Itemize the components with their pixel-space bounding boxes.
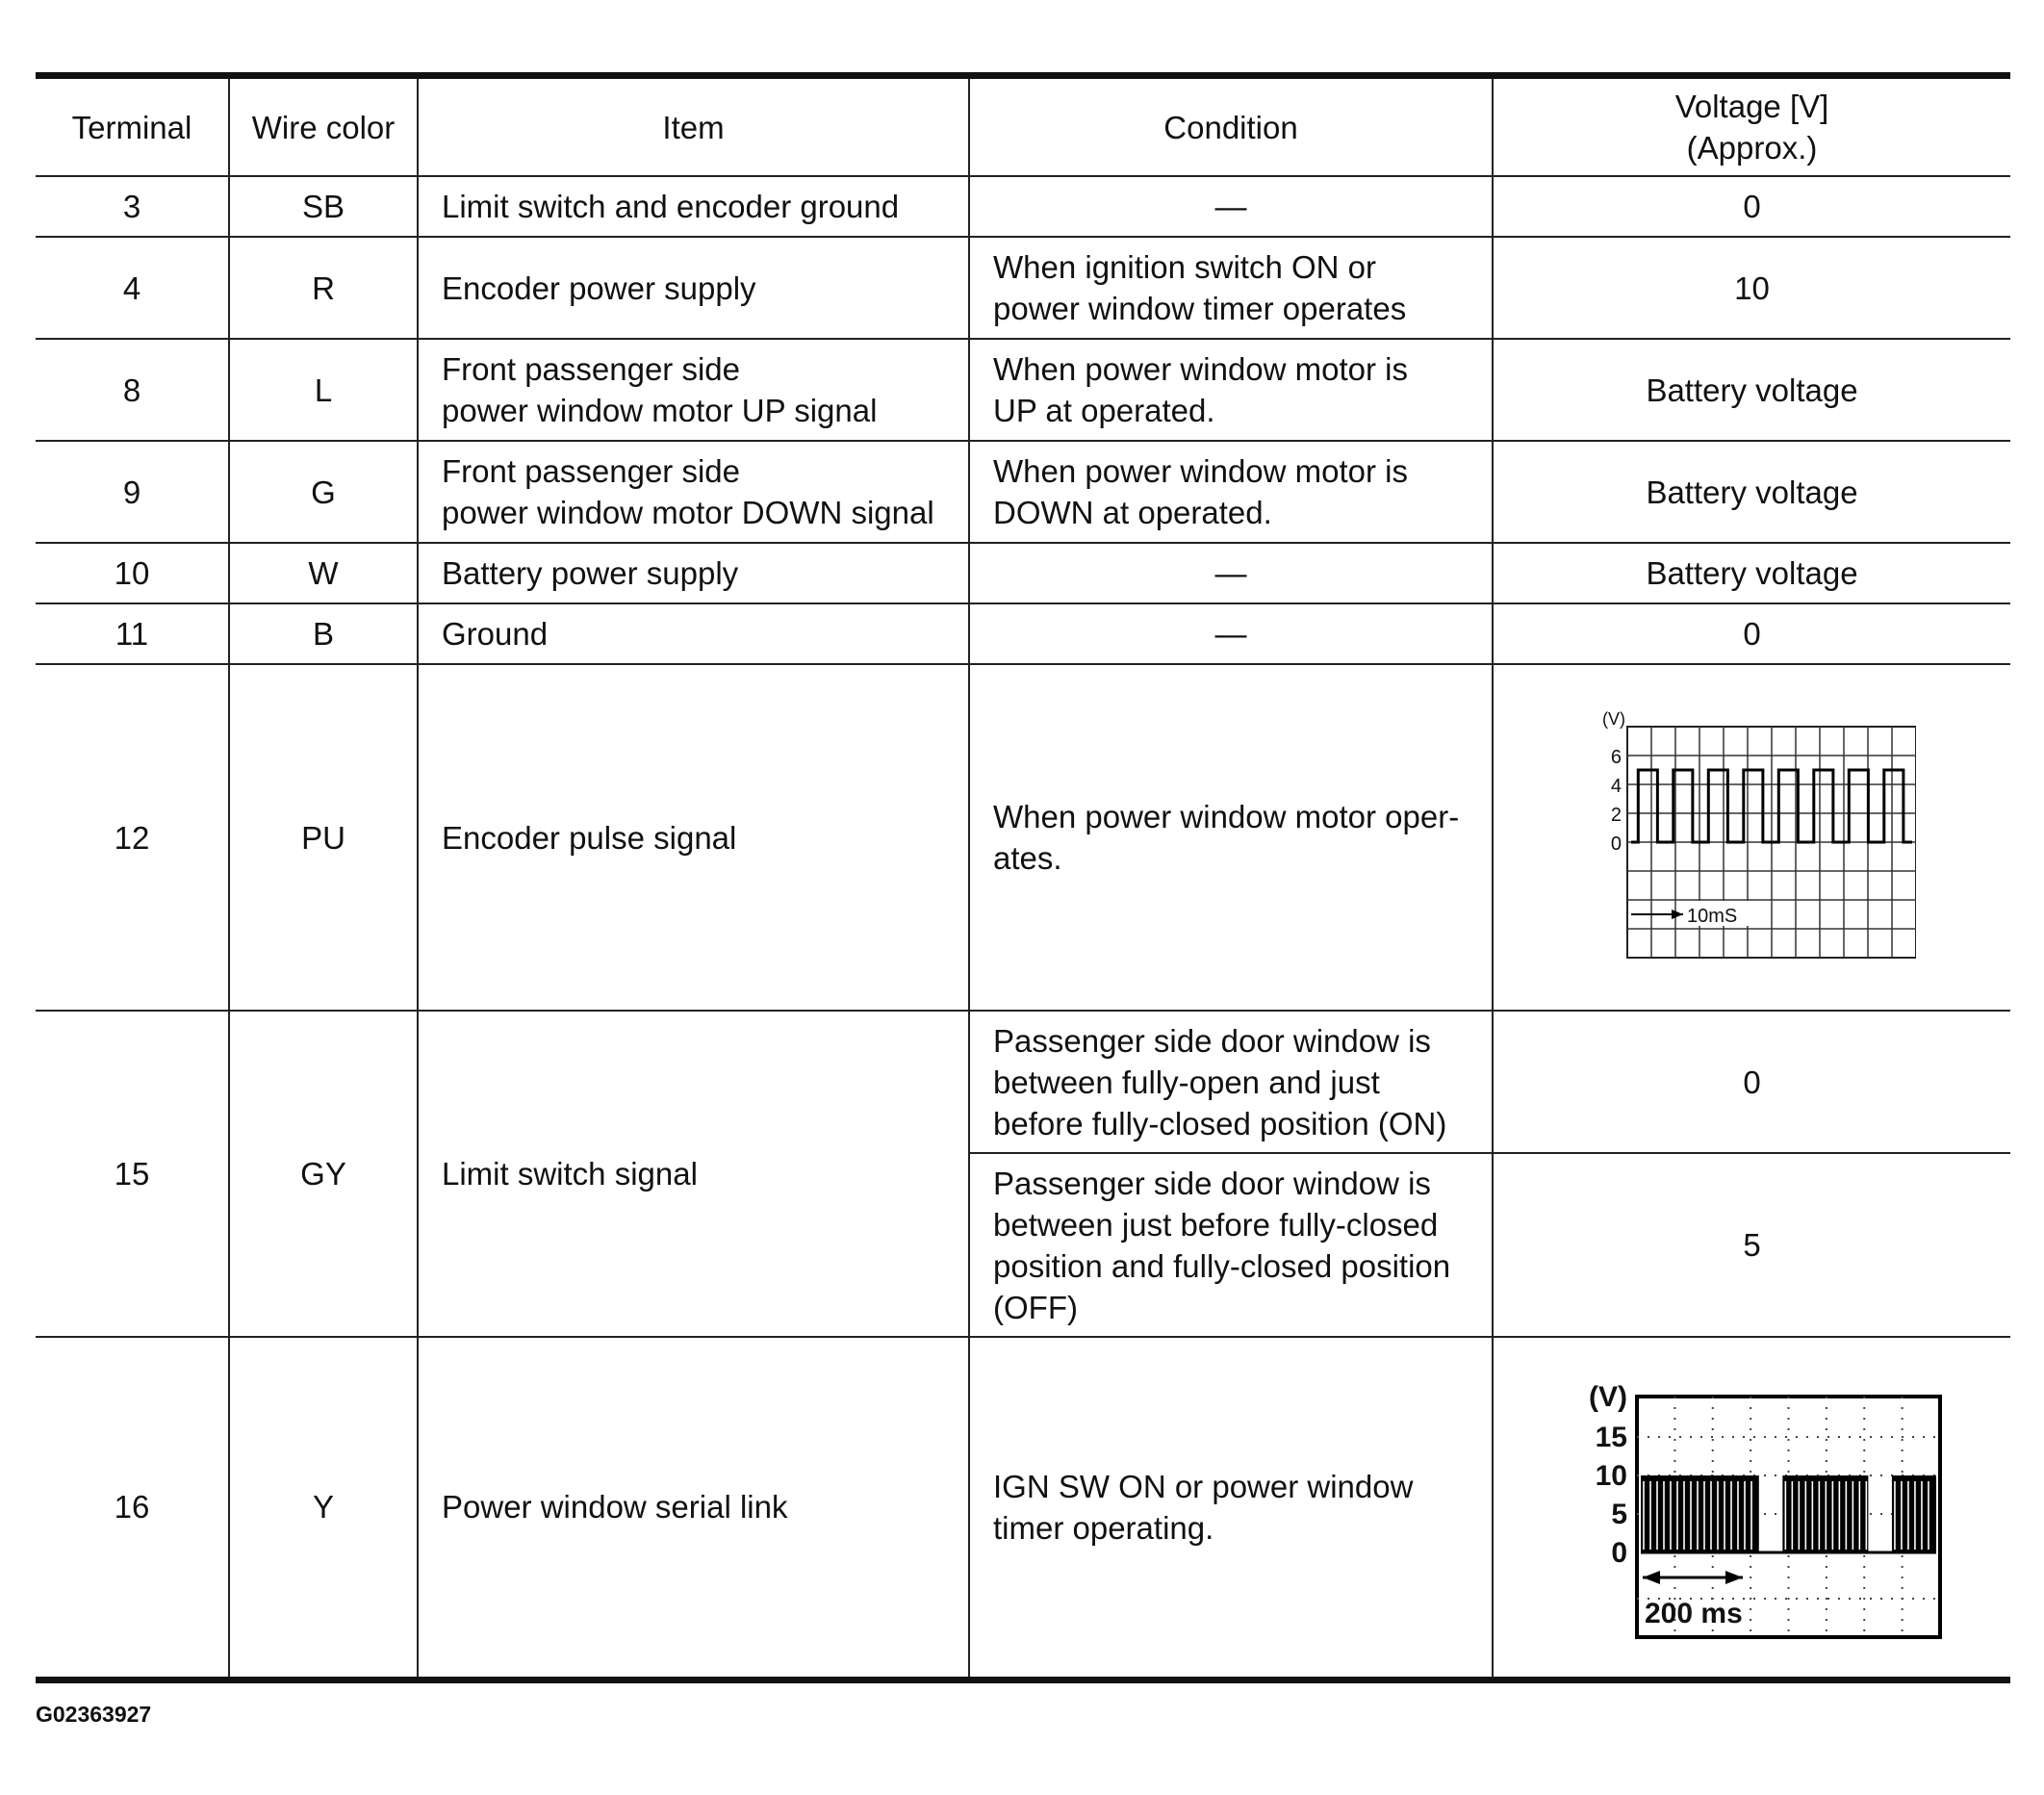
header-voltage: Voltage [V] (Approx.)	[1493, 76, 2010, 177]
cell-voltage: Battery voltage	[1493, 441, 2010, 543]
cell-terminal: 4	[36, 237, 229, 339]
serial-burst	[1641, 1475, 1759, 1552]
cell-item: Front passenger side power window motor UP signal	[418, 339, 969, 441]
cell-wire-color: R	[229, 237, 418, 339]
y-tick-label: 10	[1595, 1459, 1627, 1492]
cell-item: Ground	[418, 603, 969, 664]
cell-condition: —	[969, 543, 1493, 603]
cell-voltage: 10	[1493, 237, 2010, 339]
cell-condition: —	[969, 603, 1493, 664]
header-condition: Condition	[969, 76, 1493, 177]
table-row-terminal-4	[36, 237, 2010, 339]
cell-wire-color: SB	[229, 176, 418, 237]
cell-terminal: 16	[36, 1337, 229, 1680]
cell-condition: IGN SW ON or power window timer operating.	[969, 1337, 1493, 1680]
terminal-voltage-table	[36, 72, 2010, 1683]
cell-item: Limit switch and encoder ground	[418, 176, 969, 237]
table-row-terminal-15	[36, 1011, 2010, 1153]
cell-terminal: 12	[36, 664, 229, 1011]
cell-condition: When ignition switch ON or power window timer operates	[969, 237, 1493, 339]
table-row-terminal-9	[36, 441, 2010, 543]
y-tick-label: 0	[1610, 833, 1622, 855]
table-row-terminal-10	[36, 543, 2010, 603]
cell-condition: When power window motor is DOWN at operated.	[969, 441, 1493, 543]
cell-terminal: 9	[36, 441, 229, 543]
y-tick-label: 5	[1610, 1498, 1627, 1530]
y-tick-label: 0	[1610, 1536, 1627, 1569]
table-row-terminal-12	[36, 664, 2010, 1011]
cell-terminal: 3	[36, 176, 229, 237]
y-tick-label: 15	[1595, 1421, 1627, 1453]
cell-voltage: 0	[1493, 603, 2010, 664]
document-id: G02363927	[36, 1702, 152, 1727]
time-scale-arrowhead	[1672, 910, 1683, 919]
y-tick-label: 2	[1610, 805, 1622, 826]
y-axis-unit: (V)	[1601, 709, 1625, 729]
cell-item: Front passenger side power window motor DOWN signal	[418, 441, 969, 543]
time-scale-arrowhead-left	[1643, 1571, 1660, 1584]
encoder-pulse-waveform-chart	[1589, 707, 1916, 967]
cell-item: Battery power supply	[418, 543, 969, 603]
time-scale-label: 10mS	[1686, 906, 1737, 927]
cell-voltage-off: 5	[1493, 1153, 2010, 1337]
cell-voltage: 0	[1493, 176, 2010, 237]
table-row-terminal-16	[36, 1337, 2010, 1680]
cell-terminal: 11	[36, 603, 229, 664]
serial-link-waveform-chart	[1560, 1372, 1945, 1642]
cell-item: Encoder pulse signal	[418, 664, 969, 1011]
cell-wire-color: W	[229, 543, 418, 603]
cell-wire-color: PU	[229, 664, 418, 1011]
cell-terminal: 15	[36, 1011, 229, 1337]
cell-voltage: Battery voltage	[1493, 339, 2010, 441]
table-row-terminal-8	[36, 339, 2010, 441]
cell-wire-color: G	[229, 441, 418, 543]
header-item: Item	[418, 76, 969, 177]
cell-condition: —	[969, 176, 1493, 237]
cell-wire-color: B	[229, 603, 418, 664]
cell-condition: When power window motor is UP at operated.	[969, 339, 1493, 441]
cell-item: Encoder power supply	[418, 237, 969, 339]
y-tick-label: 6	[1610, 747, 1622, 768]
time-scale-label: 200 ms	[1644, 1597, 1743, 1629]
cell-voltage-waveform	[1493, 1337, 2010, 1680]
cell-wire-color: Y	[229, 1337, 418, 1680]
header-terminal: Terminal	[36, 76, 229, 177]
cell-condition-on: Passenger side door window is between fully-open and just before fully-closed position (ON)	[969, 1011, 1493, 1153]
header-wire-color: Wire color	[229, 76, 418, 177]
time-scale-arrowhead-right	[1725, 1571, 1743, 1584]
cell-terminal: 10	[36, 543, 229, 603]
cell-terminal: 8	[36, 339, 229, 441]
cell-voltage: Battery voltage	[1493, 543, 2010, 603]
cell-wire-color: L	[229, 339, 418, 441]
y-axis-unit: (V)	[1588, 1380, 1627, 1413]
cell-wire-color: GY	[229, 1011, 418, 1337]
cell-condition-off: Passenger side door window is between just before fully-closed position and fully-closed position (OFF)	[969, 1153, 1493, 1337]
cell-item: Limit switch signal	[418, 1011, 969, 1337]
serial-burst	[1891, 1475, 1935, 1552]
y-tick-label: 4	[1610, 776, 1622, 797]
cell-voltage-on: 0	[1493, 1011, 2010, 1153]
cell-voltage-waveform	[1493, 664, 2010, 1011]
table-row-terminal-11	[36, 603, 2010, 664]
header-row	[36, 76, 2010, 177]
cell-condition: When power window motor oper- ates.	[969, 664, 1493, 1011]
cell-item: Power window serial link	[418, 1337, 969, 1680]
table-row-terminal-3	[36, 176, 2010, 237]
